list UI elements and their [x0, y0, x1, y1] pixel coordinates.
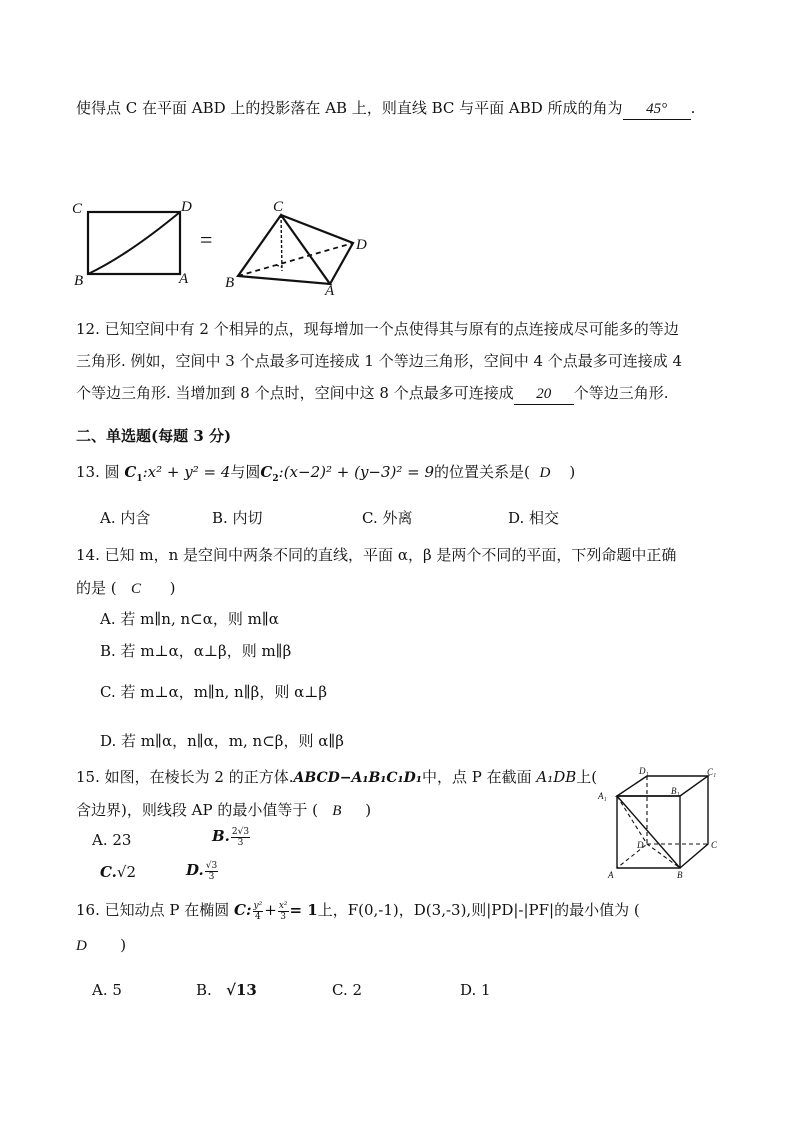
q15-option-a: A. 23: [92, 831, 132, 849]
q15-line1-c: 上(: [576, 768, 598, 786]
cube-label-d1: D₁: [639, 766, 649, 776]
q16-option-a: A. 5: [92, 981, 122, 999]
q11-figure: [68, 195, 378, 295]
q16-frac-y: [253, 901, 264, 922]
cube-label-b1: B₁: [671, 786, 680, 796]
q11-answer-blank: [623, 98, 691, 120]
q15-close: ): [365, 801, 372, 819]
q15-option-b-den: 3: [237, 837, 244, 848]
q16-option-b-label: B.: [196, 981, 212, 999]
cube-diagonal-a1b: [617, 796, 680, 868]
q16-close: ): [120, 936, 127, 954]
q13-option-a: A. 内含: [100, 509, 151, 527]
q11-line: [76, 98, 695, 120]
cube-label-d: D: [637, 840, 644, 850]
fig2-label-d: D: [356, 237, 367, 253]
tetra-hidden-edge: [238, 243, 353, 276]
q15-option-c-label: C.: [100, 863, 117, 881]
q16-frac-x-den: 3: [280, 911, 287, 922]
q14-close: ): [169, 579, 176, 597]
q15-line2-text: 含边界)，则线段 AP 的最小值等于 (: [76, 801, 318, 819]
q13-tail: 的位置关系是(: [434, 463, 530, 481]
fig1-label-a: A: [179, 271, 189, 287]
q16-option-c: C. 2: [332, 981, 363, 999]
q13-option-d: D. 相交: [508, 509, 560, 527]
q15-option-c: [100, 862, 136, 882]
equals-sign: =: [200, 227, 213, 252]
q13-close: ): [569, 463, 576, 481]
q13-c1-sub: 1: [136, 474, 143, 484]
q16-option-d: D. 1: [460, 981, 491, 999]
q11-answer: 45°: [646, 101, 668, 117]
q16-line1-b: 上，F(0,-1)，D(3,-3),则|PD|-|PF|的最小值为 (: [317, 901, 640, 919]
cube-top-face: [617, 776, 708, 796]
q14-option-d: D. 若 m∥α，n∥α，m, n⊂β，则 α∥β: [100, 732, 344, 750]
section-title: 二、单选题(每题 3 分): [76, 427, 232, 445]
rectangle-abcd: [88, 212, 180, 274]
cube-label-c: C: [711, 840, 718, 850]
cube-figure: [595, 766, 725, 881]
cube-right-edges: [680, 776, 708, 868]
tetra-projection: [276, 215, 282, 271]
q16-line2: [76, 935, 126, 956]
q15-line1: [76, 767, 597, 788]
diagonal-bd: [88, 212, 180, 274]
q13-c2: C: [260, 463, 273, 481]
fig1-label-d: D: [181, 199, 192, 215]
q16-line1: [76, 900, 640, 922]
fig2-label-c: C: [273, 199, 284, 215]
q15-answer: B: [332, 803, 342, 819]
q15-option-d-label: D.: [186, 861, 204, 879]
q12-line2: 三角形. 例如，空间中 3 个点最多可连接成 1 个等边三角形，空间中 4 个点最多可连接成 4: [76, 352, 683, 370]
q15-cube-name: ABCD−A₁B₁C₁D₁: [293, 770, 422, 786]
q14-option-c: C. 若 m⊥α，m∥n, n∥β，则 α⊥β: [100, 683, 327, 701]
q15-option-c-val: √2: [116, 863, 137, 881]
q13-eq1: :x² + y² = 4: [142, 463, 231, 481]
q15-line1-a: 15. 如图，在棱长为 2 的正方体.: [76, 768, 294, 786]
q14-line2: [76, 578, 175, 599]
cube-label-a: A: [608, 870, 614, 880]
cube-label-b: B: [677, 870, 683, 880]
q12-line3-before: 个等边三角形. 当增加到 8 个点时，空间中这 8 个点最多可连接成: [76, 384, 514, 402]
q11-end: .: [690, 99, 696, 117]
q16-frac-y-den: 4: [255, 911, 261, 922]
q15-option-d-den: 3: [208, 871, 215, 882]
q13-eq2: :(x−2)² + (y−3)² = 9: [278, 463, 435, 481]
q16-frac-y-num: y²: [253, 900, 263, 911]
q14-option-b: B. 若 m⊥α，α⊥β，则 m∥β: [100, 642, 292, 660]
q16-ellipse-name: C:: [234, 901, 252, 919]
q15-option-d-num: √3: [205, 860, 218, 871]
q14-line1: 14. 已知 m，n 是空间中两条不同的直线，平面 α，β 是两个不同的平面，下列命题中正确: [76, 546, 677, 564]
q12-line3-after: 个等边三角形.: [573, 384, 669, 402]
q15-option-d-frac: [205, 861, 218, 882]
cube-hidden-edges: [617, 776, 708, 868]
q13-mid: 与圆: [230, 463, 261, 481]
fig1-label-c: C: [72, 201, 83, 217]
q12-line3: [76, 383, 668, 405]
cube-label-a1: A₁: [598, 791, 607, 801]
q14-answer: C: [130, 581, 141, 597]
tetra-edges: [238, 215, 353, 284]
q15-option-b-frac: [231, 827, 250, 848]
q16-frac-x: [278, 901, 289, 922]
q14-option-a: A. 若 m∥n, n⊂α，则 m∥α: [100, 610, 279, 628]
q16-frac-x-num: x²: [278, 900, 288, 911]
q13-answer: D: [539, 465, 551, 481]
q13-stem: [76, 462, 575, 489]
q16-rhs: = 1: [289, 901, 318, 919]
q13-option-b: B. 内切: [212, 509, 263, 527]
q12-answer-blank: [514, 383, 574, 405]
q16-option-b-val: √13: [226, 981, 257, 999]
fig2-label-a: A: [325, 283, 335, 295]
q13-option-c: C. 外离: [362, 509, 413, 527]
q15-line2: [76, 800, 371, 821]
q16-plus: +: [264, 901, 277, 919]
q13-c1: C: [124, 463, 137, 481]
q12-answer: 20: [536, 386, 552, 402]
q12-line1: 12. 已知空间中有 2 个相异的点，现每增加一个点使得其与原有的点连接成尽可能多的等边: [76, 320, 679, 338]
q16-answer: D: [76, 938, 87, 954]
q14-line2-text: 的是 (: [76, 579, 117, 597]
q16-line1-a: 16. 已知动点 P 在椭圆: [76, 901, 230, 919]
q16-option-b: [196, 980, 257, 1000]
cube-label-c1: C₁: [707, 767, 717, 777]
q11-text: 使得点 C 在平面 ABD 上的投影落在 AB 上，则直线 BC 与平面 ABD 所成的角为: [76, 99, 623, 117]
fig1-label-b: B: [74, 273, 84, 289]
q15-option-b-label: B.: [212, 827, 230, 845]
q15-section-name: A₁DB: [536, 768, 577, 786]
q15-option-b: [212, 826, 251, 848]
q15-line1-b: 中，点 P 在截面: [421, 768, 532, 786]
q15-option-d: [186, 860, 219, 882]
q13-c2-sub: 2: [272, 474, 279, 484]
q15-option-b-num: 2√3: [231, 826, 250, 837]
q13-num: 13. 圆: [76, 463, 120, 481]
fig2-label-b: B: [225, 275, 235, 291]
